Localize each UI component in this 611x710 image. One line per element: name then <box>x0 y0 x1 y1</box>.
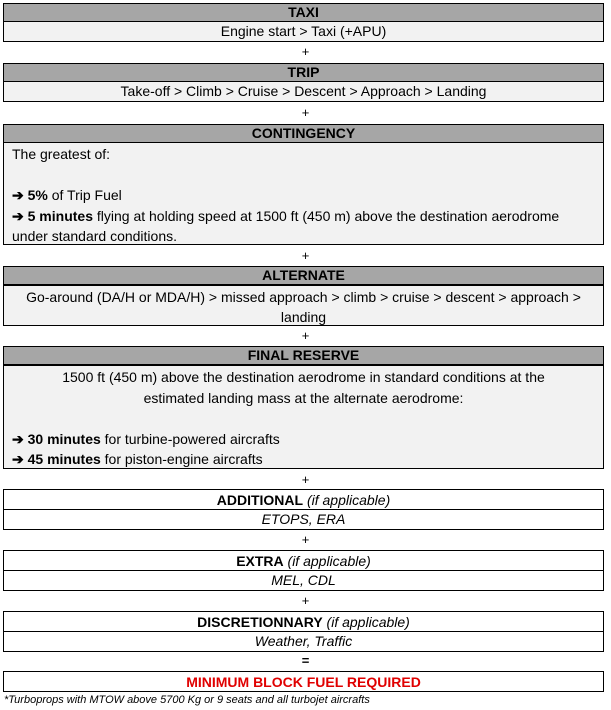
contingency-header <box>3 124 604 143</box>
extra-body <box>3 570 604 591</box>
footnote: *Turboprops with MTOW above 5700 Kg or 9 seats and all turbojet aircrafts <box>4 694 370 706</box>
final-reserve-item-2 <box>4 449 603 470</box>
taxi-body <box>3 21 604 42</box>
final-reserve-header <box>3 346 604 365</box>
taxi-text: Engine start > Taxi (+APU) <box>220 23 387 39</box>
alternate-title: ALTERNATE <box>262 267 345 283</box>
final-reserve-item-1 <box>4 429 603 450</box>
trip-header <box>3 63 604 82</box>
final-reserve-item-1-bold: 30 minutes <box>27 430 101 447</box>
additional-title: ADDITIONAL <box>216 492 304 508</box>
discretionnary-header <box>3 611 604 632</box>
plus-operator: + <box>301 44 310 59</box>
additional-qualifier: (if applicable) <box>303 492 391 508</box>
arrow-icon: ➔ <box>12 207 24 224</box>
contingency-item-2 <box>12 206 595 247</box>
discretionnary-text: Weather, Traffic <box>254 633 353 649</box>
extra-header <box>3 550 604 571</box>
contingency-item-2-bold: 5 minutes <box>27 207 93 224</box>
final-reserve-title: FINAL RESERVE <box>247 347 360 363</box>
additional-text: ETOPS, ERA <box>261 511 346 527</box>
contingency-item-1-text: of Trip Fuel <box>47 187 122 203</box>
alternate-header <box>3 266 604 285</box>
plus-operator: + <box>301 472 310 487</box>
result-box <box>3 671 604 692</box>
plus-operator: + <box>301 593 310 608</box>
contingency-item-1 <box>12 185 595 206</box>
trip-title: TRIP <box>287 64 320 80</box>
extra-title: EXTRA <box>236 553 284 569</box>
final-reserve-item-2-text: for piston-engine aircrafts <box>100 451 263 467</box>
discretionnary-qualifier: (if applicable) <box>322 614 410 630</box>
arrow-icon: ➔ <box>12 187 24 203</box>
arrow-icon: ➔ <box>12 451 24 467</box>
alternate-body <box>3 285 604 326</box>
discretionnary-title: DISCRETIONNARY <box>197 614 323 630</box>
extra-text: MEL, CDL <box>271 572 336 588</box>
additional-header <box>3 489 604 510</box>
plus-operator: + <box>301 532 310 547</box>
contingency-item-1-bold: 5% <box>27 187 48 203</box>
plus-operator: + <box>301 105 310 120</box>
equals-operator: = <box>301 653 310 668</box>
contingency-intro: The greatest of: <box>12 146 111 162</box>
additional-body <box>3 509 604 530</box>
taxi-title: TAXI <box>288 4 319 20</box>
plus-operator: + <box>301 328 310 343</box>
contingency-item-2-text: flying at holding speed at 1500 ft (450 m) above the destination aerodrome under standard conditions. <box>12 207 560 244</box>
extra-qualifier: (if applicable) <box>283 553 371 569</box>
discretionnary-body <box>3 631 604 652</box>
plus-operator: + <box>301 248 310 263</box>
contingency-title: CONTINGENCY <box>251 125 356 141</box>
trip-body <box>3 81 604 102</box>
final-reserve-item-1-text: for turbine-powered aircrafts <box>100 430 280 447</box>
taxi-header <box>3 3 604 22</box>
alternate-text: Go-around (DA/H or MDA/H) > missed approach > climb > cruise > descent > approach > landing <box>26 289 581 325</box>
result-title: MINIMUM BLOCK FUEL REQUIRED <box>186 674 421 690</box>
final-reserve-body <box>3 365 604 469</box>
final-reserve-intro: 1500 ft (450 m) above the destination aerodrome in standard conditions at the estimated landing mass at the alternate aerodrome: <box>62 369 545 406</box>
final-reserve-item-2-bold: 45 minutes <box>27 451 101 467</box>
trip-text: Take-off > Climb > Cruise > Descent > Approach > Landing <box>120 83 487 99</box>
contingency-body <box>3 142 604 245</box>
arrow-icon: ➔ <box>12 430 24 447</box>
